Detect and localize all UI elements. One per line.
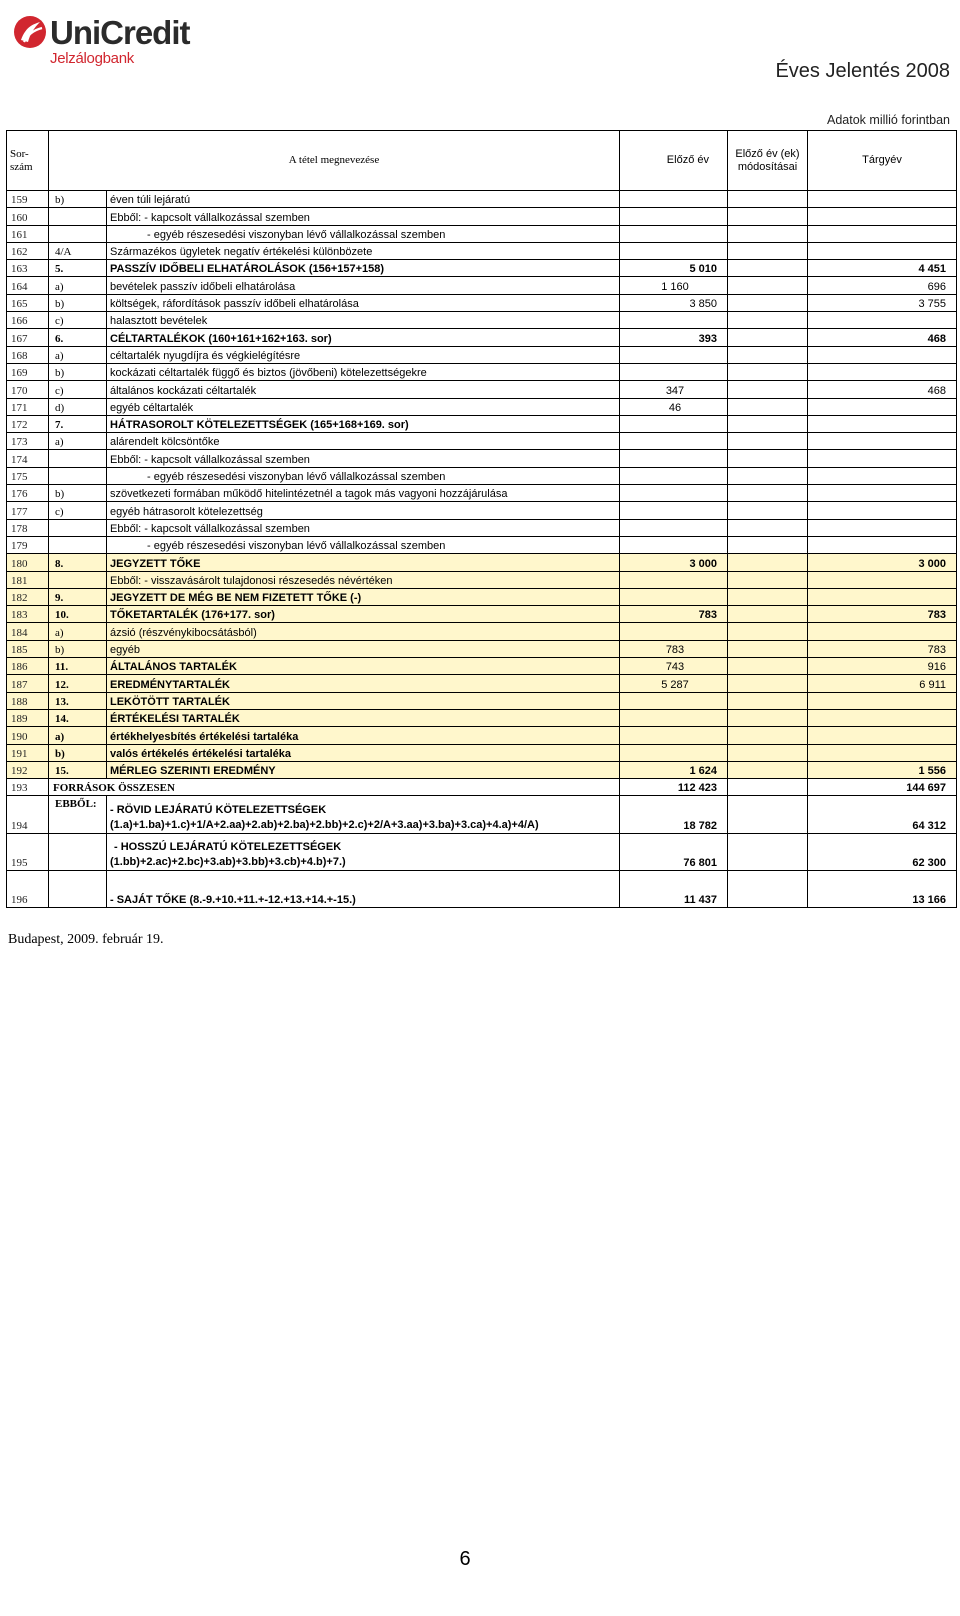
- row-description: értékhelyesbítés értékelési tartaléka: [107, 727, 620, 744]
- row-prev: 76 801: [620, 834, 728, 871]
- row-number: 173: [7, 433, 49, 450]
- row-curr: [808, 363, 957, 380]
- table-row: [7, 640, 957, 657]
- row-prev: [620, 312, 728, 329]
- row-mod: [728, 294, 808, 311]
- row-prev: [620, 242, 728, 259]
- row-mod: [728, 536, 808, 553]
- row-description: Ebből: - kapcsolt vállalkozással szemben: [107, 519, 620, 536]
- row-description: JEGYZETT TŐKE: [107, 554, 620, 571]
- row-code: c): [49, 502, 107, 519]
- row-description: PASSZÍV IDŐBELI ELHATÁROLÁSOK (156+157+158): [107, 260, 620, 277]
- row-prev: [620, 519, 728, 536]
- row-prev: 783: [620, 606, 728, 623]
- col-header-sorszam: Sor- szám: [7, 131, 49, 191]
- row-mod: [728, 658, 808, 675]
- row-prev: 783: [620, 640, 728, 657]
- table-row: [7, 381, 957, 398]
- row-prev: 5 287: [620, 675, 728, 692]
- row-description: Ebből: - kapcsolt vállalkozással szemben: [107, 208, 620, 225]
- row-prev: 347: [620, 381, 728, 398]
- table-row: [7, 571, 957, 588]
- row-curr: [808, 415, 957, 432]
- row-code: b): [49, 744, 107, 761]
- table-row: [7, 623, 957, 640]
- row-curr: [808, 191, 957, 208]
- row-curr: [808, 623, 957, 640]
- row-mod: [728, 415, 808, 432]
- row-label-line1: - HOSSZÚ LEJÁRATÚ KÖTELEZETTSÉGEK: [114, 841, 342, 854]
- table-row: [7, 415, 957, 432]
- row-code: 14.: [49, 709, 107, 726]
- row-description: - egyéb részesedési viszonyban lévő vállalkozással szemben: [107, 467, 620, 484]
- row-curr: 1 556: [808, 761, 957, 778]
- report-title: Éves Jelentés 2008: [775, 60, 950, 82]
- row-number: 163: [7, 260, 49, 277]
- row-code: c): [49, 381, 107, 398]
- row-number: 185: [7, 640, 49, 657]
- row-mod: [728, 571, 808, 588]
- row-curr: [808, 502, 957, 519]
- row-description: CÉLTARTALÉKOK (160+161+162+163. sor): [107, 329, 620, 346]
- row-curr: [808, 744, 957, 761]
- row-mod: [728, 871, 808, 908]
- table-row: [7, 329, 957, 346]
- row-number: 189: [7, 709, 49, 726]
- row-number: 195: [7, 834, 49, 871]
- row-description: - egyéb részesedési viszonyban lévő vállalkozással szemben: [107, 536, 620, 553]
- row-curr: [808, 450, 957, 467]
- row-curr: [808, 588, 957, 605]
- row-code: [49, 536, 107, 553]
- row-curr: [808, 312, 957, 329]
- col-header-name: A tétel megnevezése: [49, 131, 620, 191]
- row-description: egyéb céltartalék: [107, 398, 620, 415]
- row-number: 170: [7, 381, 49, 398]
- row-code: a): [49, 727, 107, 744]
- row-number: 180: [7, 554, 49, 571]
- row-number: 194: [7, 796, 49, 834]
- row-number: 165: [7, 294, 49, 311]
- row-curr: 64 312: [808, 796, 957, 834]
- row-code: [49, 834, 107, 871]
- row-code: c): [49, 312, 107, 329]
- row-mod: [728, 640, 808, 657]
- table-row: [7, 277, 957, 294]
- table-row: [7, 208, 957, 225]
- row-mod: [728, 277, 808, 294]
- row-prev: 1 160: [620, 277, 728, 294]
- row-curr: [808, 571, 957, 588]
- unicredit-logo-icon: [12, 14, 48, 50]
- row-description: Ebből: - kapcsolt vállalkozással szemben: [107, 450, 620, 467]
- row-mod: [728, 588, 808, 605]
- row-curr: 468: [808, 329, 957, 346]
- table-row-long-term: [7, 834, 957, 871]
- row-description: EREDMÉNYTARTALÉK: [107, 675, 620, 692]
- row-number: 190: [7, 727, 49, 744]
- row-mod: [728, 623, 808, 640]
- row-number: 167: [7, 329, 49, 346]
- row-description: általános kockázati céltartalék: [107, 381, 620, 398]
- row-number: 184: [7, 623, 49, 640]
- row-prev: [620, 191, 728, 208]
- row-curr: [808, 709, 957, 726]
- row-mod: [728, 675, 808, 692]
- table-row: [7, 675, 957, 692]
- row-description: valós értékelés értékelési tartaléka: [107, 744, 620, 761]
- balance-sheet-table: [6, 130, 957, 908]
- row-code: 10.: [49, 606, 107, 623]
- row-number: 179: [7, 536, 49, 553]
- row-curr: [808, 208, 957, 225]
- row-prev: [620, 571, 728, 588]
- row-prev: 3 000: [620, 554, 728, 571]
- row-label-line1: - RÖVID LEJÁRATÚ KÖTELEZETTSÉGEK: [110, 804, 327, 817]
- row-prev: [620, 363, 728, 380]
- row-number: 162: [7, 242, 49, 259]
- row-code: 5.: [49, 260, 107, 277]
- row-label: FORRÁSOK ÖSSZESEN: [49, 779, 620, 796]
- row-curr: [808, 485, 957, 502]
- logo-subtitle: Jelzálogbank: [50, 50, 134, 67]
- row-prev: 46: [620, 398, 728, 415]
- row-prev: [620, 744, 728, 761]
- row-prev: 5 010: [620, 260, 728, 277]
- row-curr: [808, 225, 957, 242]
- row-mod: [728, 208, 808, 225]
- row-code: d): [49, 398, 107, 415]
- row-mod: [728, 467, 808, 484]
- row-number: 169: [7, 363, 49, 380]
- row-mod: [728, 709, 808, 726]
- row-mod: [728, 242, 808, 259]
- table-row-total: [7, 779, 957, 796]
- row-mod: [728, 191, 808, 208]
- row-prev: 112 423: [620, 779, 728, 796]
- row-code: b): [49, 485, 107, 502]
- unit-note: Adatok millió forintban: [827, 113, 950, 127]
- row-prev: 3 850: [620, 294, 728, 311]
- row-description: alárendelt kölcsöntőke: [107, 433, 620, 450]
- row-prev: [620, 415, 728, 432]
- row-number: 175: [7, 467, 49, 484]
- row-mod: [728, 834, 808, 871]
- row-prev: [620, 709, 728, 726]
- table-row-short-term: [7, 796, 957, 834]
- row-code: [49, 208, 107, 225]
- row-number: 192: [7, 761, 49, 778]
- table-row: [7, 346, 957, 363]
- row-mod: [728, 433, 808, 450]
- row-description: TŐKETARTALÉK (176+177. sor): [107, 606, 620, 623]
- row-curr: 3 755: [808, 294, 957, 311]
- row-number: 174: [7, 450, 49, 467]
- table-row: [7, 363, 957, 380]
- row-curr: [808, 242, 957, 259]
- row-mod: [728, 381, 808, 398]
- row-number: 164: [7, 277, 49, 294]
- unicredit-logo: [12, 12, 212, 72]
- row-number: 177: [7, 502, 49, 519]
- table-row: [7, 242, 957, 259]
- row-number: 161: [7, 225, 49, 242]
- row-number: 178: [7, 519, 49, 536]
- row-description: - egyéb részesedési viszonyban lévő vállalkozással szemben: [107, 225, 620, 242]
- table-row: [7, 312, 957, 329]
- row-prev: [620, 433, 728, 450]
- row-prev: [620, 225, 728, 242]
- row-curr: 696: [808, 277, 957, 294]
- row-mod: [728, 363, 808, 380]
- page-number: 6: [459, 1548, 471, 1570]
- row-number: 182: [7, 588, 49, 605]
- row-prev: [620, 208, 728, 225]
- row-number: 188: [7, 692, 49, 709]
- row-label-line2: (1.bb)+2.ac)+2.bc)+3.ab)+3.bb)+3.cb)+4.b)+7.): [110, 856, 346, 869]
- row-mod: [728, 398, 808, 415]
- row-prev: 743: [620, 658, 728, 675]
- row-number: 171: [7, 398, 49, 415]
- row-code: 9.: [49, 588, 107, 605]
- row-code: [49, 450, 107, 467]
- row-prev: [620, 450, 728, 467]
- col-header-mod: Előző év (ek) módosításai: [728, 131, 808, 191]
- row-description: ÁLTALÁNOS TARTALÉK: [107, 658, 620, 675]
- row-prev: 18 782: [620, 796, 728, 834]
- row-prev: [620, 485, 728, 502]
- table-row: [7, 709, 957, 726]
- table-row: [7, 658, 957, 675]
- row-number: 196: [7, 871, 49, 908]
- table-row-equity: [7, 871, 957, 908]
- footer-place-date: Budapest, 2009. február 19.: [8, 932, 164, 947]
- row-curr: [808, 727, 957, 744]
- row-number: 168: [7, 346, 49, 363]
- col-header-prev: Előző év: [620, 131, 728, 191]
- table-row: [7, 761, 957, 778]
- row-code: 8.: [49, 554, 107, 571]
- row-description: HÁTRASOROLT KÖTELEZETTSÉGEK (165+168+169. sor): [107, 415, 620, 432]
- row-description: egyéb: [107, 640, 620, 657]
- col-header-curr: Tárgyév: [808, 131, 957, 191]
- row-number: 187: [7, 675, 49, 692]
- row-curr: 468: [808, 381, 957, 398]
- row-prev: 393: [620, 329, 728, 346]
- row-number: 191: [7, 744, 49, 761]
- row-curr: [808, 346, 957, 363]
- row-curr: 13 166: [808, 871, 957, 908]
- table-row: [7, 554, 957, 571]
- row-description: halasztott bevételek: [107, 312, 620, 329]
- row-curr: [808, 692, 957, 709]
- table-header: [7, 131, 957, 191]
- row-description: éven túli lejáratú: [107, 191, 620, 208]
- table-row: [7, 606, 957, 623]
- row-description: Ebből: - visszavásárolt tulajdonosi részesedés névértéken: [107, 571, 620, 588]
- row-mod: [728, 779, 808, 796]
- row-description: szövetkezeti formában működő hitelintézetnél a tagok más vagyoni hozzájárulása: [107, 485, 620, 502]
- row-mod: [728, 727, 808, 744]
- row-prev: 11 437: [620, 871, 728, 908]
- table-row: [7, 692, 957, 709]
- row-curr: [808, 536, 957, 553]
- row-curr: 144 697: [808, 779, 957, 796]
- row-number: 166: [7, 312, 49, 329]
- table-row: [7, 744, 957, 761]
- table-body: [7, 191, 957, 779]
- row-curr: 783: [808, 606, 957, 623]
- row-code: [49, 225, 107, 242]
- row-code: [49, 519, 107, 536]
- table-row: [7, 294, 957, 311]
- table-row: [7, 588, 957, 605]
- table-totals: [7, 779, 957, 908]
- table-row: [7, 433, 957, 450]
- row-code: 15.: [49, 761, 107, 778]
- row-number: 181: [7, 571, 49, 588]
- row-curr: 3 000: [808, 554, 957, 571]
- table-row: [7, 191, 957, 208]
- table-row: [7, 260, 957, 277]
- row-code: b): [49, 363, 107, 380]
- row-prev: [620, 588, 728, 605]
- row-mod: [728, 606, 808, 623]
- table-row: [7, 485, 957, 502]
- row-curr: 916: [808, 658, 957, 675]
- table-row: [7, 502, 957, 519]
- row-code: [49, 871, 107, 908]
- row-code: 4/A: [49, 242, 107, 259]
- row-mod: [728, 346, 808, 363]
- row-number: 159: [7, 191, 49, 208]
- row-mod: [728, 692, 808, 709]
- row-mod: [728, 744, 808, 761]
- row-curr: [808, 433, 957, 450]
- row-code: a): [49, 623, 107, 640]
- row-curr: 4 451: [808, 260, 957, 277]
- row-number: 160: [7, 208, 49, 225]
- row-description: költségek, ráfordítások passzív időbeli elhatárolása: [107, 294, 620, 311]
- row-label-line2: (1.a)+1.ba)+1.c)+1/A+2.aa)+2.ab)+2.ba)+2.bb)+2.c)+2/A+3.aa)+3.ba)+3.ca)+4.a)+4/A): [110, 819, 539, 832]
- row-prev: [620, 536, 728, 553]
- row-number: 176: [7, 485, 49, 502]
- row-code: 11.: [49, 658, 107, 675]
- row-curr: [808, 467, 957, 484]
- table-row: [7, 727, 957, 744]
- row-label: - SAJÁT TŐKE (8.-9.+10.+11.+-12.+13.+14.+-15.): [107, 871, 620, 908]
- row-prev: [620, 727, 728, 744]
- row-mod: [728, 225, 808, 242]
- row-prev: [620, 502, 728, 519]
- row-prev: [620, 623, 728, 640]
- row-description: egyéb hátrasorolt kötelezettség: [107, 502, 620, 519]
- row-code: 13.: [49, 692, 107, 709]
- row-mod: [728, 312, 808, 329]
- table-row: [7, 467, 957, 484]
- row-mod: [728, 260, 808, 277]
- row-code: 12.: [49, 675, 107, 692]
- row-description: MÉRLEG SZERINTI EREDMÉNY: [107, 761, 620, 778]
- row-mod: [728, 485, 808, 502]
- row-number: 172: [7, 415, 49, 432]
- row-code: b): [49, 640, 107, 657]
- row-code: [49, 571, 107, 588]
- row-curr: [808, 519, 957, 536]
- row-mod: [728, 761, 808, 778]
- row-prev: 1 624: [620, 761, 728, 778]
- table-row: [7, 398, 957, 415]
- row-description: ázsió (részvénykibocsátásból): [107, 623, 620, 640]
- row-code: 6.: [49, 329, 107, 346]
- row-mod: [728, 796, 808, 834]
- table-row: [7, 519, 957, 536]
- row-mod: [728, 329, 808, 346]
- row-description: kockázati céltartalék függő és biztos (jövőbeni) kötelezettségekre: [107, 363, 620, 380]
- row-description: JEGYZETT DE MÉG BE NEM FIZETETT TŐKE (-): [107, 588, 620, 605]
- row-ebbol: EBBŐL:: [49, 796, 107, 834]
- row-code: a): [49, 433, 107, 450]
- row-description: LEKÖTÖTT TARTALÉK: [107, 692, 620, 709]
- row-number: 193: [7, 779, 49, 796]
- row-description: bevételek passzív időbeli elhatárolása: [107, 277, 620, 294]
- row-code: a): [49, 277, 107, 294]
- row-prev: [620, 467, 728, 484]
- row-code: b): [49, 191, 107, 208]
- row-curr: 6 911: [808, 675, 957, 692]
- logo-wordmark: UniCredit: [50, 14, 190, 51]
- row-number: 183: [7, 606, 49, 623]
- row-mod: [728, 450, 808, 467]
- row-curr: 62 300: [808, 834, 957, 871]
- row-description: ÉRTÉKELÉSI TARTALÉK: [107, 709, 620, 726]
- row-prev: [620, 692, 728, 709]
- row-label: [107, 796, 620, 834]
- row-code: a): [49, 346, 107, 363]
- row-number: 186: [7, 658, 49, 675]
- row-curr: [808, 398, 957, 415]
- row-mod: [728, 502, 808, 519]
- table-row: [7, 225, 957, 242]
- row-mod: [728, 519, 808, 536]
- row-mod: [728, 554, 808, 571]
- row-label: [107, 834, 620, 871]
- row-code: b): [49, 294, 107, 311]
- table-row: [7, 450, 957, 467]
- row-code: 7.: [49, 415, 107, 432]
- row-curr: 783: [808, 640, 957, 657]
- row-prev: [620, 346, 728, 363]
- table-row: [7, 536, 957, 553]
- row-code: [49, 467, 107, 484]
- row-description: Származékos ügyletek negatív értékelési különbözete: [107, 242, 620, 259]
- row-description: céltartalék nyugdíjra és végkielégítésre: [107, 346, 620, 363]
